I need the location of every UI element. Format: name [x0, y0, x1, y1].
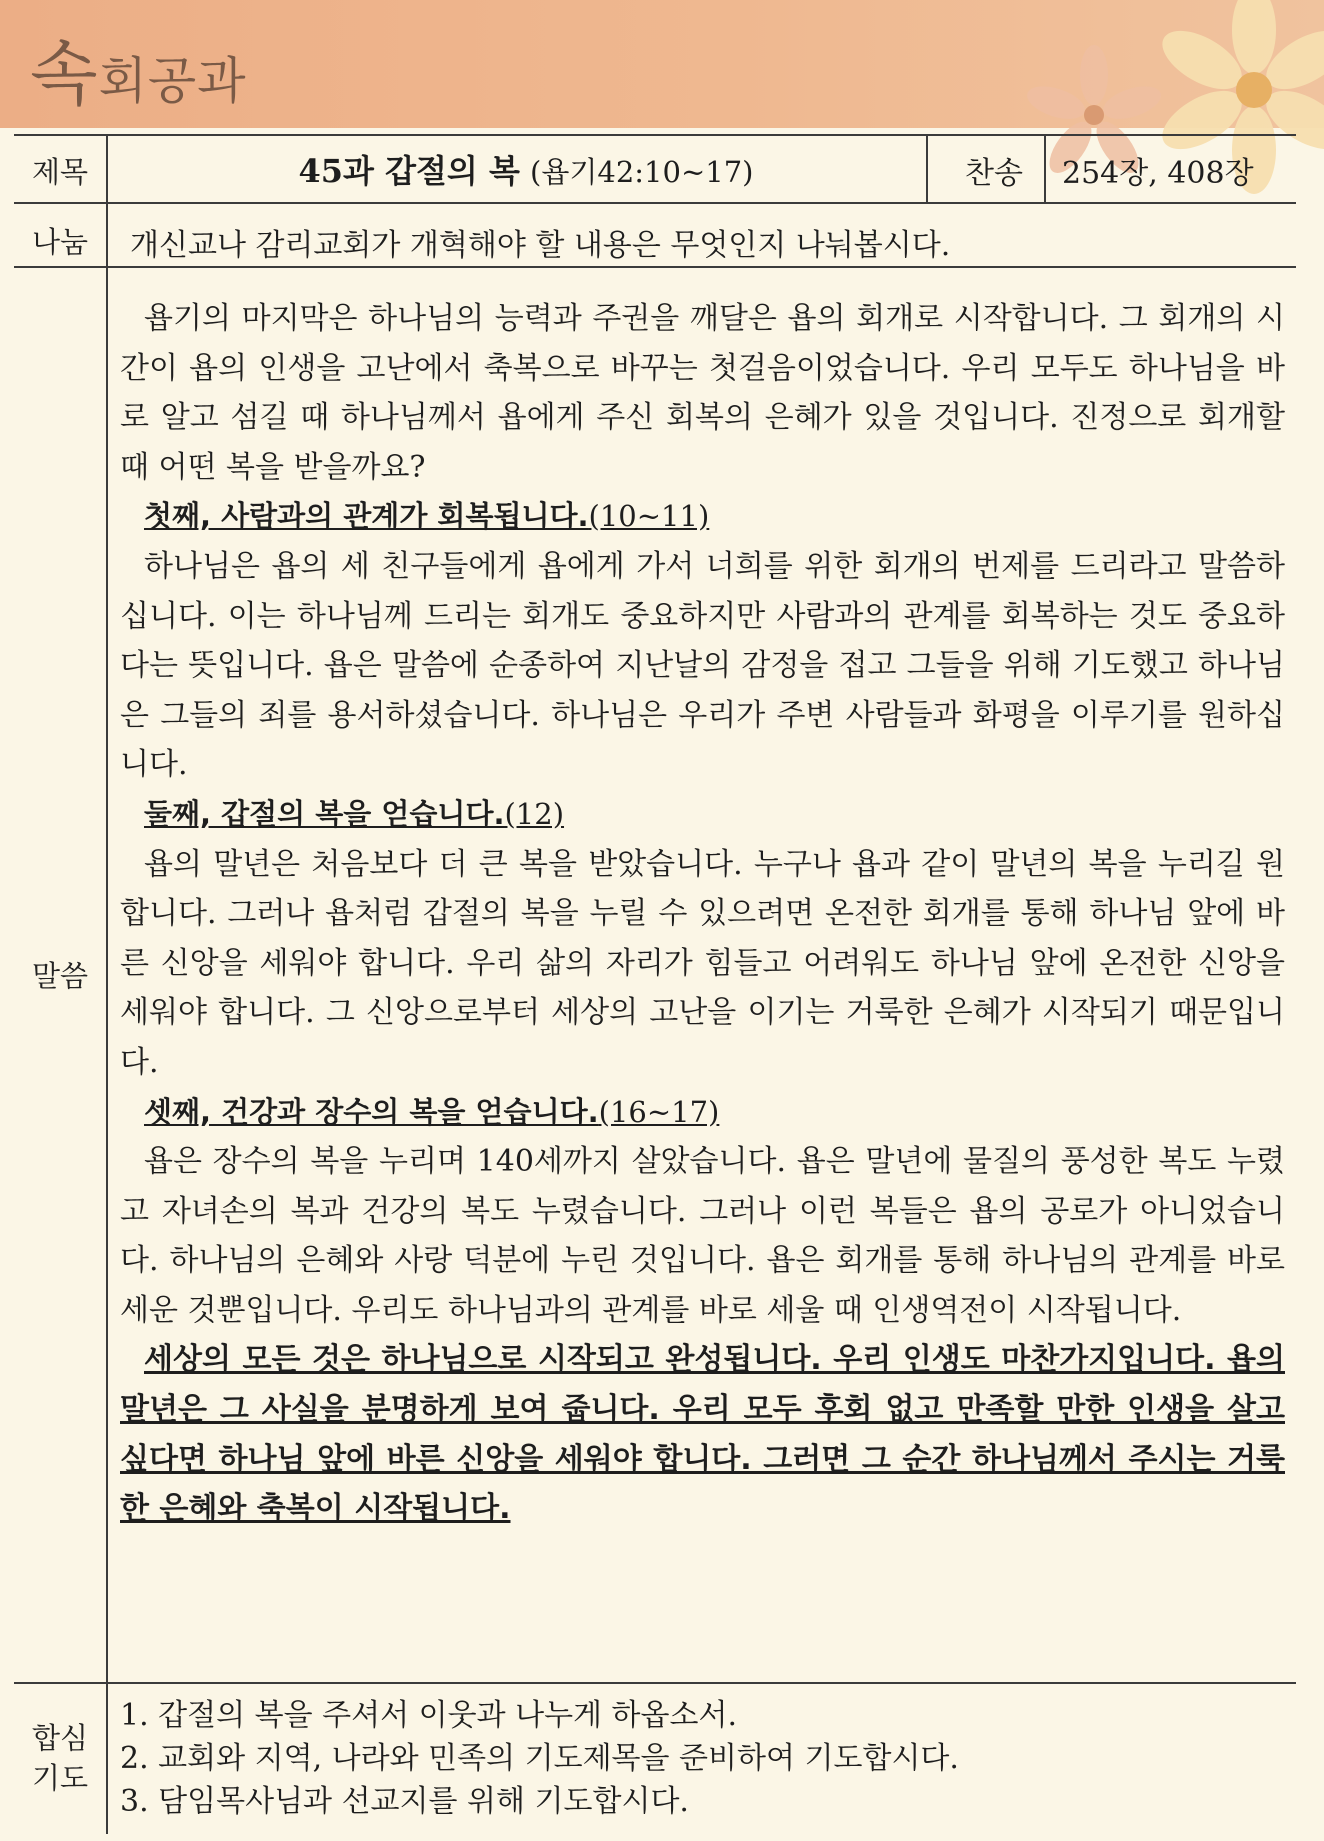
intro-paragraph: 욥기의 마지막은 하나님의 능력과 주권을 깨달은 욥의 회개로 시작합니다. 그 회개의 시간이 욥의 인생을 고난에서 축복으로 바꾸는 첫걸음이었습니다. 우리 모두도 하나님을 바로 알고 섬길 때 하나님께서 욥에게 주신 회복의 은혜가 있을 것입니다. 진정으로 회개할 때 어떤 복을 받을까요?: [120, 301, 1285, 485]
lesson-title-main: 45과 갑절의 복: [298, 152, 520, 190]
hymn-numbers: 254장, 408장: [1062, 156, 1254, 191]
point-heading-text: 둘째, 갑절의 복을 얻습니다.: [144, 796, 505, 831]
scripture-reference: (욥기42:10~17): [530, 155, 754, 189]
point-heading-text: 첫째, 사람과의 관계가 회복됩니다.: [144, 499, 589, 534]
conclusion-paragraph: 세상의 모든 것은 하나님으로 시작되고 완성됩니다. 우리 인생도 마찬가지입니다. 욥의 말년은 그 사실을 분명하게 보여 줍니다. 우리 모두 후회 없고 만족할 만한 인생을 살고 싶다면 하나님 앞에 바른 신앙을 세워야 합니다. 그러면 그 순간 하나님께서 주시는 거룩한 은혜와 축복이 시작됩니다.: [120, 1342, 1285, 1527]
verse-range: (10~11): [588, 499, 710, 534]
section-title-rest: 회공과: [98, 52, 247, 110]
lesson-table: [14, 134, 1296, 1834]
prayer-label: [14, 1718, 106, 1798]
share-label: 나눔: [31, 225, 89, 259]
hymn-label: 찬송: [965, 156, 1023, 191]
prayer-item: 2. 교회와 지역, 나라와 민족의 기도제목을 준비하여 기도합시다.: [120, 1741, 959, 1776]
prayer-item: 3. 담임목사님과 선교지를 위해 기도합시다.: [120, 1784, 689, 1819]
prayer-item: 1. 갑절의 복을 주셔서 이웃과 나누게 하옵소서.: [120, 1698, 738, 1733]
point-heading: [120, 1088, 1285, 1138]
point-heading: [120, 492, 1285, 542]
point-paragraph: 욥의 말년은 처음보다 더 큰 복을 받았습니다. 누구나 욥과 같이 말년의 복을 누리길 원합니다. 그러나 욥처럼 갑절의 복을 누릴 수 있으려면 온전한 회개를 통해 하나님 앞에 바른 신앙을 세워야 합니다. 우리 삶의 자리가 힘들고 어려워도 하나님 앞에 온전한 신앙을 세워야 합니다. 그 신앙으로부터 세상의 고난을 이기는 거룩한 은혜가 시작되기 때문입니다.: [120, 846, 1285, 1080]
sermon-body: [120, 294, 1285, 1534]
title-label: 제목: [31, 155, 89, 189]
point-paragraph: 욥은 장수의 복을 누리며 140세까지 살았습니다. 욥은 말년에 물질의 풍성한 복도 누렸고 자녀손의 복과 건강의 복도 누렸습니다. 그러나 이런 복들은 욥의 공로가 아니었습니다. 하나님의 은혜와 사랑 덕분에 누린 것입니다. 욥은 회개를 통해 하나님의 관계를 바로 세운 것뿐입니다. 우리도 하나님과의 관계를 바로 세울 때 인생역전이 시작됩니다.: [120, 1144, 1285, 1328]
point-heading-text: 셋째, 건강과 장수의 복을 얻습니다.: [144, 1094, 599, 1129]
prayer-label-line: 기도: [31, 1761, 89, 1795]
prayer-list: [120, 1694, 1280, 1823]
lesson-title: [126, 146, 926, 192]
section-title: [30, 18, 247, 119]
point-heading: [120, 790, 1285, 840]
verse-range: (16~17): [598, 1094, 720, 1129]
section-title-first-char: 속: [30, 33, 99, 115]
share-question: 개신교나 감리교회가 개혁해야 할 내용은 무엇인지 나눠봅시다.: [130, 228, 951, 263]
prayer-label-line: 합심: [31, 1721, 89, 1755]
word-label: 말씀: [31, 959, 89, 993]
verse-range: (12): [504, 796, 565, 831]
point-paragraph: 하나님은 욥의 세 친구들에게 욥에게 가서 너희를 위한 회개의 번제를 드리라고 말씀하십니다. 이는 하나님께 드리는 회개도 중요하지만 사람과의 관계를 회복하는 것도 중요하다는 뜻입니다. 욥은 말씀에 순종하여 지난날의 감정을 접고 그들을 위해 기도했고 하나님은 그들의 죄를 용서하셨습니다. 하나님은 우리가 주변 사람들과 화평을 이루기를 원하십니다.: [120, 548, 1285, 783]
